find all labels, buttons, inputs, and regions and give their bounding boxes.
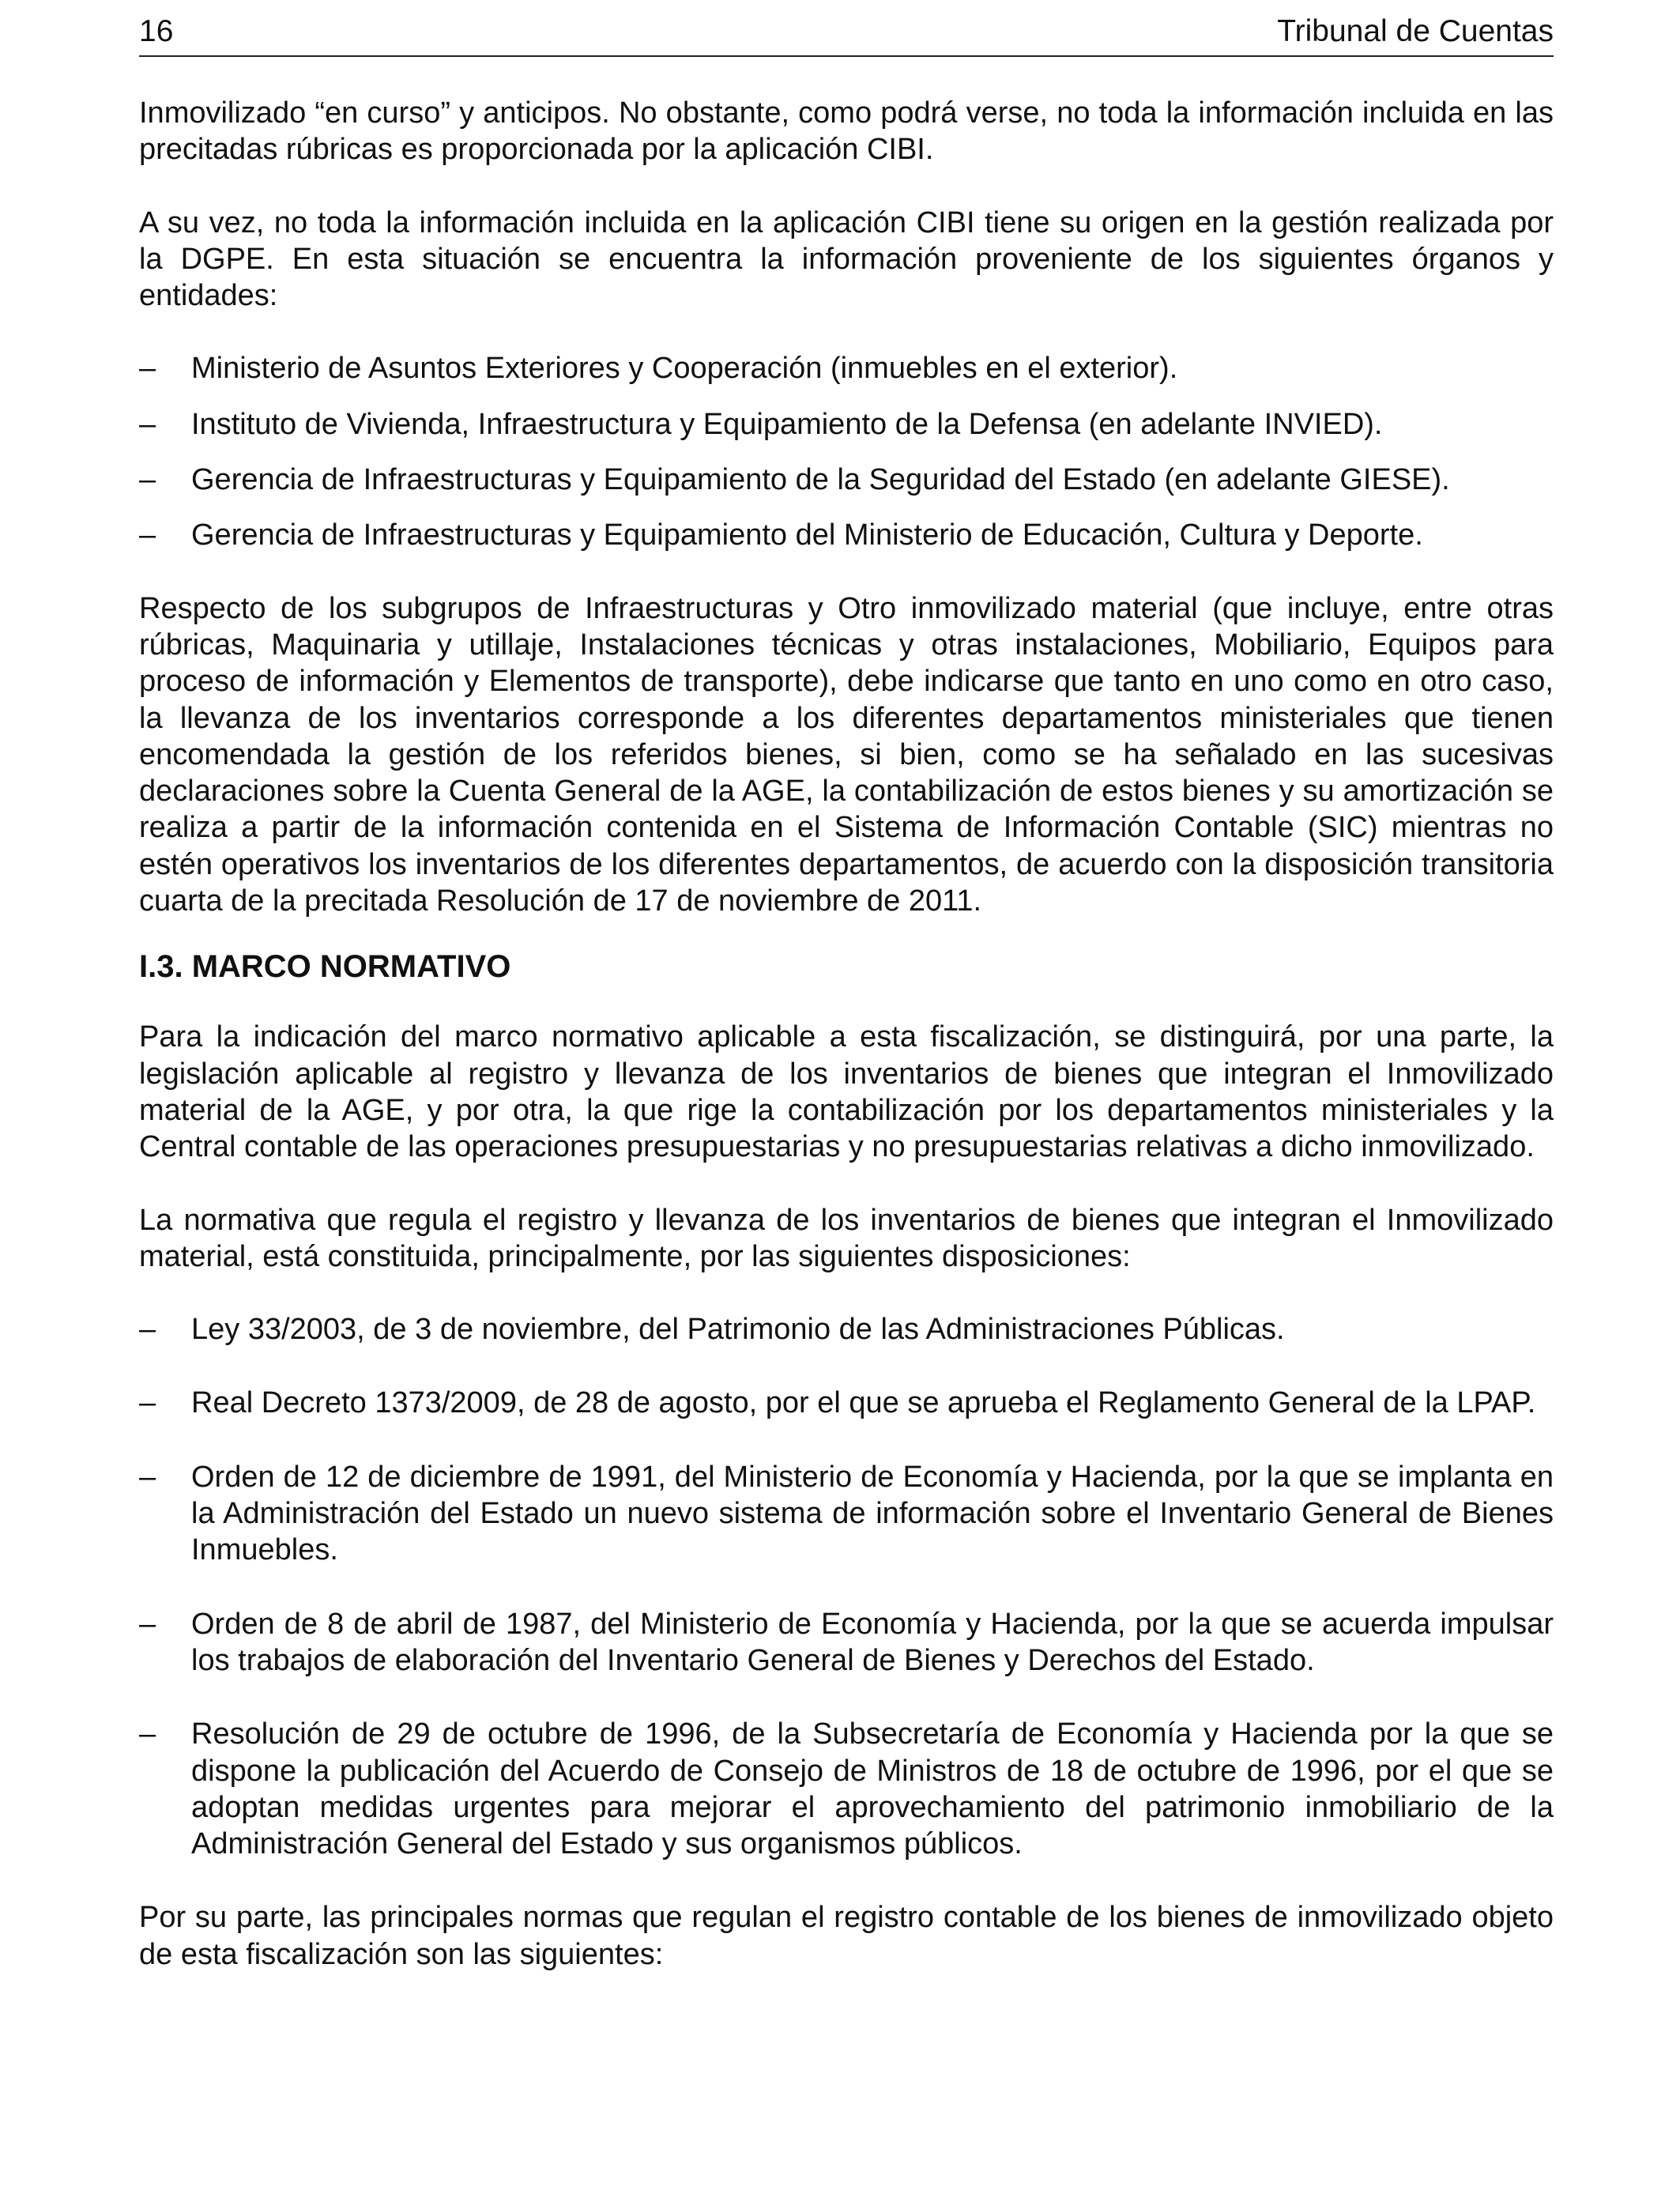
list-item-text: Orden de 8 de abril de 1987, del Ministerio de Economía y Hacienda, por la que se acuerda impulsar los trabajos de elaboración del Inventario General de Bienes y Derechos del Estado. — [191, 1607, 1554, 1677]
list-item-text: Resolución de 29 de octubre de 1996, de la Subsecretaría de Economía y Hacienda por la que se dispone la publicación del Acuerdo de Consejo de Ministros de 18 de octubre de 1996, por el que se adoptan medidas urgentes para mejorar el aprovechamiento del patrimonio inmobiliario de la Administración General del Estado y sus organismos públicos. — [191, 1717, 1554, 1861]
norms-list — [139, 1311, 1554, 1862]
dash-bullet: – — [139, 1386, 156, 1420]
body-paragraph: Inmovilizado “en curso” y anticipos. No obstante, como podrá verse, no toda la información incluida en las precitadas rúbricas es proporcionada por la aplicación CIBI. — [139, 96, 1554, 167]
list-item-text: Ley 33/2003, de 3 de noviembre, del Patrimonio de las Administraciones Públicas. — [191, 1313, 1285, 1347]
document-page — [139, 0, 1554, 2194]
dash-bullet: – — [139, 1717, 156, 1751]
list-item — [139, 462, 1554, 498]
list-item-text: Instituto de Vivienda, Infraestructura y Equipamiento de la Defensa (en adelante INVIED). — [191, 407, 1383, 441]
body-paragraph: Respecto de los subgrupos de Infraestructuras y Otro inmovilizado material (que incluye, entre otras rúbricas, Maquinaria y utillaje, Instalaciones técnicas y otras instalaciones, Mobiliario, Equipos para proceso de información y Elementos de transporte), debe indicarse que tanto en uno como en otro caso, la llevanza de los inventarios corresponde a los diferentes departamentos ministeriales que tienen encomendada la gestión de los referidos bienes, si bien, como se ha señalado en las sucesivas declaraciones sobre la Cuenta General de la AGE, la contabilización de estos bienes y su amortización se realiza a partir de la información contenida en el Sistema de Información Contable (SIC) mientras no estén operativos los inventarios de los diferentes departamentos, de acuerdo con la disposición transitoria cuarta de la precitada Resolución de 17 de noviembre de 2011. — [139, 591, 1554, 918]
list-item — [139, 1606, 1554, 1679]
list-item — [139, 406, 1554, 443]
list-item — [139, 1459, 1554, 1569]
body-paragraph: A su vez, no toda la información incluida en la aplicación CIBI tiene su origen en la gestión realizada por la DGPE. En esta situación se encuentra la información proveniente de los siguientes órganos y entidades: — [139, 205, 1554, 313]
document-body — [139, 95, 1554, 1973]
section-heading: I.3. MARCO NORMATIVO — [139, 949, 511, 985]
running-header — [139, 11, 1554, 57]
dash-bullet: – — [139, 518, 156, 552]
list-item-text: Orden de 12 de diciembre de 1991, del Ministerio de Economía y Hacienda, por la que se implanta en la Administración del Estado un nuevo sistema de información sobre el Inventario General de Bienes Inmuebles. — [191, 1460, 1554, 1567]
list-item-text: Real Decreto 1373/2009, de 28 de agosto, por el que se aprueba el Reglamento General de la LPAP. — [191, 1386, 1536, 1420]
body-paragraph: Para la indicación del marco normativo aplicable a esta fiscalización, se distinguirá, por una parte, la legislación aplicable al registro y llevanza de los inventarios de bienes que integran el Inmovilizado material de la AGE, y por otra, la que rige la contabilización por los departamentos ministeriales y la Central contable de las operaciones presupuestarias y no presupuestarias relativas a dicho inmovilizado. — [139, 1020, 1554, 1164]
list-item-text: Ministerio de Asuntos Exteriores y Cooperación (inmuebles en el exterior). — [191, 352, 1178, 386]
header-title: Tribunal de Cuentas — [1277, 14, 1554, 48]
list-item — [139, 1716, 1554, 1862]
list-item-text: Gerencia de Infraestructuras y Equipamiento del Ministerio de Educación, Cultura y Deporte. — [191, 518, 1423, 552]
body-paragraph: La normativa que regula el registro y llevanza de los inventarios de bienes que integran el Inmovilizado material, está constituida, principalmente, por las siguientes disposiciones: — [139, 1203, 1554, 1273]
list-item — [139, 517, 1554, 553]
dash-bullet: – — [139, 1313, 156, 1347]
list-item-text: Gerencia de Infraestructuras y Equipamiento de la Seguridad del Estado (en adelante GIESE). — [191, 463, 1450, 497]
entities-list — [139, 350, 1554, 553]
page-number: 16 — [139, 14, 174, 48]
list-item — [139, 350, 1554, 386]
dash-bullet: – — [139, 1607, 156, 1641]
dash-bullet: – — [139, 352, 156, 386]
dash-bullet: – — [139, 1460, 156, 1494]
dash-bullet: – — [139, 407, 156, 441]
list-item — [139, 1311, 1554, 1348]
dash-bullet: – — [139, 463, 156, 497]
list-item — [139, 1385, 1554, 1421]
body-paragraph: Por su parte, las principales normas que regulan el registro contable de los bienes de inmovilizado objeto de esta fiscalización son las siguientes: — [139, 1901, 1554, 1971]
